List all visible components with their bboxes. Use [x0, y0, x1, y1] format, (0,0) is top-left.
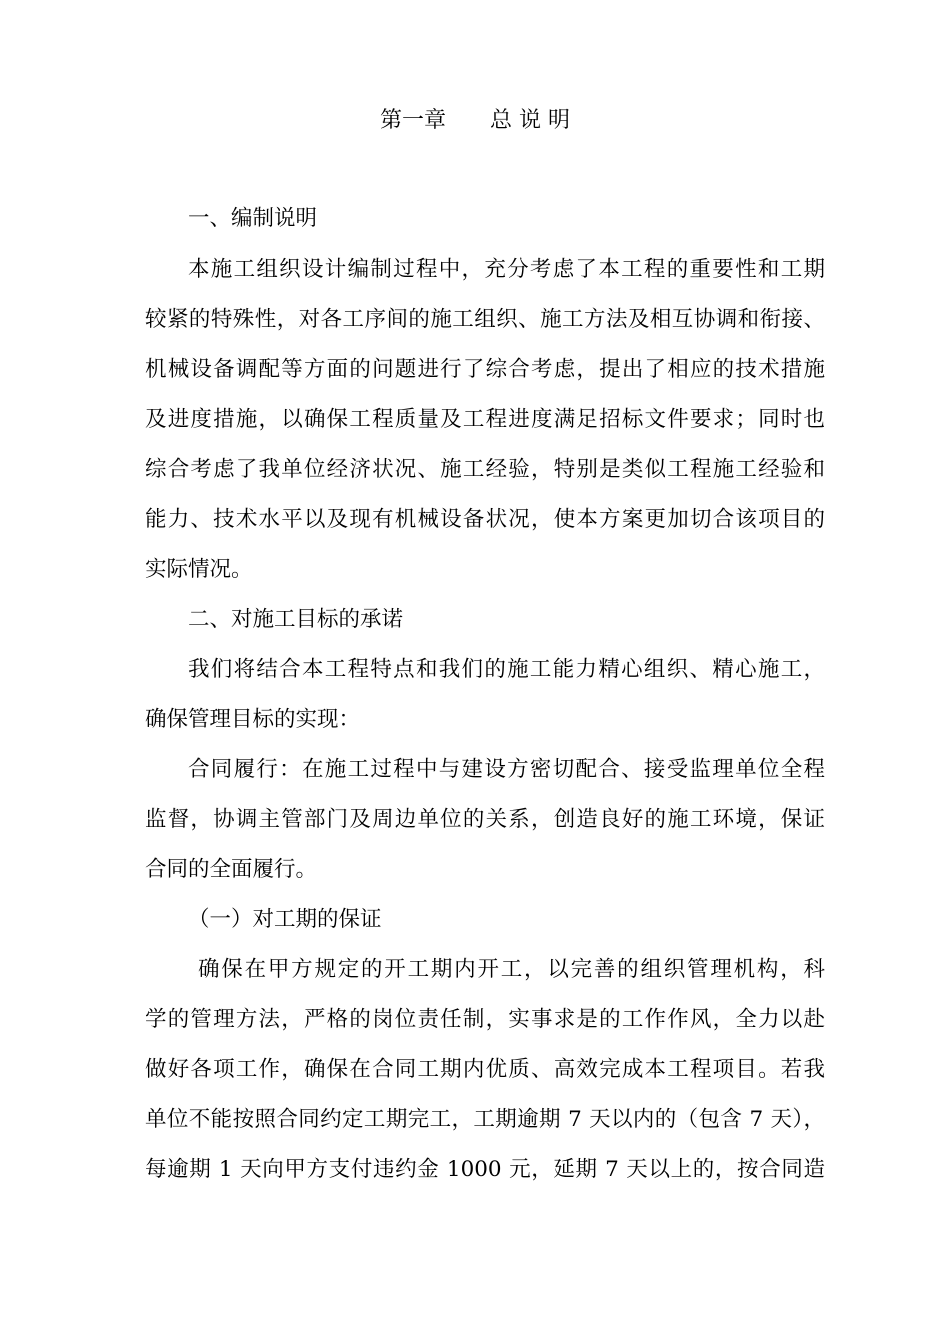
paragraph-line: 我们将结合本工程特点和我们的施工能力精心组织、精心施工，	[188, 657, 825, 682]
section-heading-compilation: 一、编制说明	[188, 206, 318, 231]
paragraph-line: 学的管理方法，严格的岗位责任制，实事求是的工作作风，全力以赴	[145, 1007, 825, 1032]
paragraph-line: 合同的全面履行。	[145, 857, 318, 882]
paragraph-line: 实际情况。	[145, 557, 253, 582]
paragraph-line: 机械设备调配等方面的问题进行了综合考虑，提出了相应的技术措施	[145, 357, 825, 382]
paragraph-line: 做好各项工作，确保在合同工期内优质、高效完成本工程项目。若我	[145, 1057, 825, 1082]
paragraph-line: 合同履行：在施工过程中与建设方密切配合、接受监理单位全程	[188, 757, 825, 782]
paragraph-line: 较紧的特殊性，对各工序间的施工组织、施工方法及相互协调和衔接、	[145, 307, 825, 332]
paragraph-line: 及进度措施，以确保工程质量及工程进度满足招标文件要求；同时也	[145, 407, 825, 432]
paragraph-line: 确保在甲方规定的开工期内开工，以完善的组织管理机构，科	[198, 957, 825, 982]
paragraph-line: 能力、技术水平以及现有机械设备状况，使本方案更加切合该项目的	[145, 507, 825, 532]
paragraph-line: 每逾期 1 天向甲方支付违约金 1000 元，延期 7 天以上的，按合同造	[145, 1157, 825, 1182]
chapter-title: 第一章 总 说 明	[380, 108, 570, 133]
subsection-heading-schedule: （一）对工期的保证	[188, 907, 382, 932]
paragraph-line: 确保管理目标的实现：	[145, 707, 361, 732]
paragraph-line: 单位不能按照合同约定工期完工，工期逾期 7 天以内的（包含 7 天），	[145, 1107, 825, 1132]
paragraph-line: 本施工组织设计编制过程中，充分考虑了本工程的重要性和工期	[188, 257, 825, 282]
paragraph-line: 综合考虑了我单位经济状况、施工经验，特别是类似工程施工经验和	[145, 457, 825, 482]
section-heading-commitment: 二、对施工目标的承诺	[188, 607, 404, 632]
paragraph-line: 监督，协调主管部门及周边单位的关系，创造良好的施工环境，保证	[145, 807, 825, 832]
